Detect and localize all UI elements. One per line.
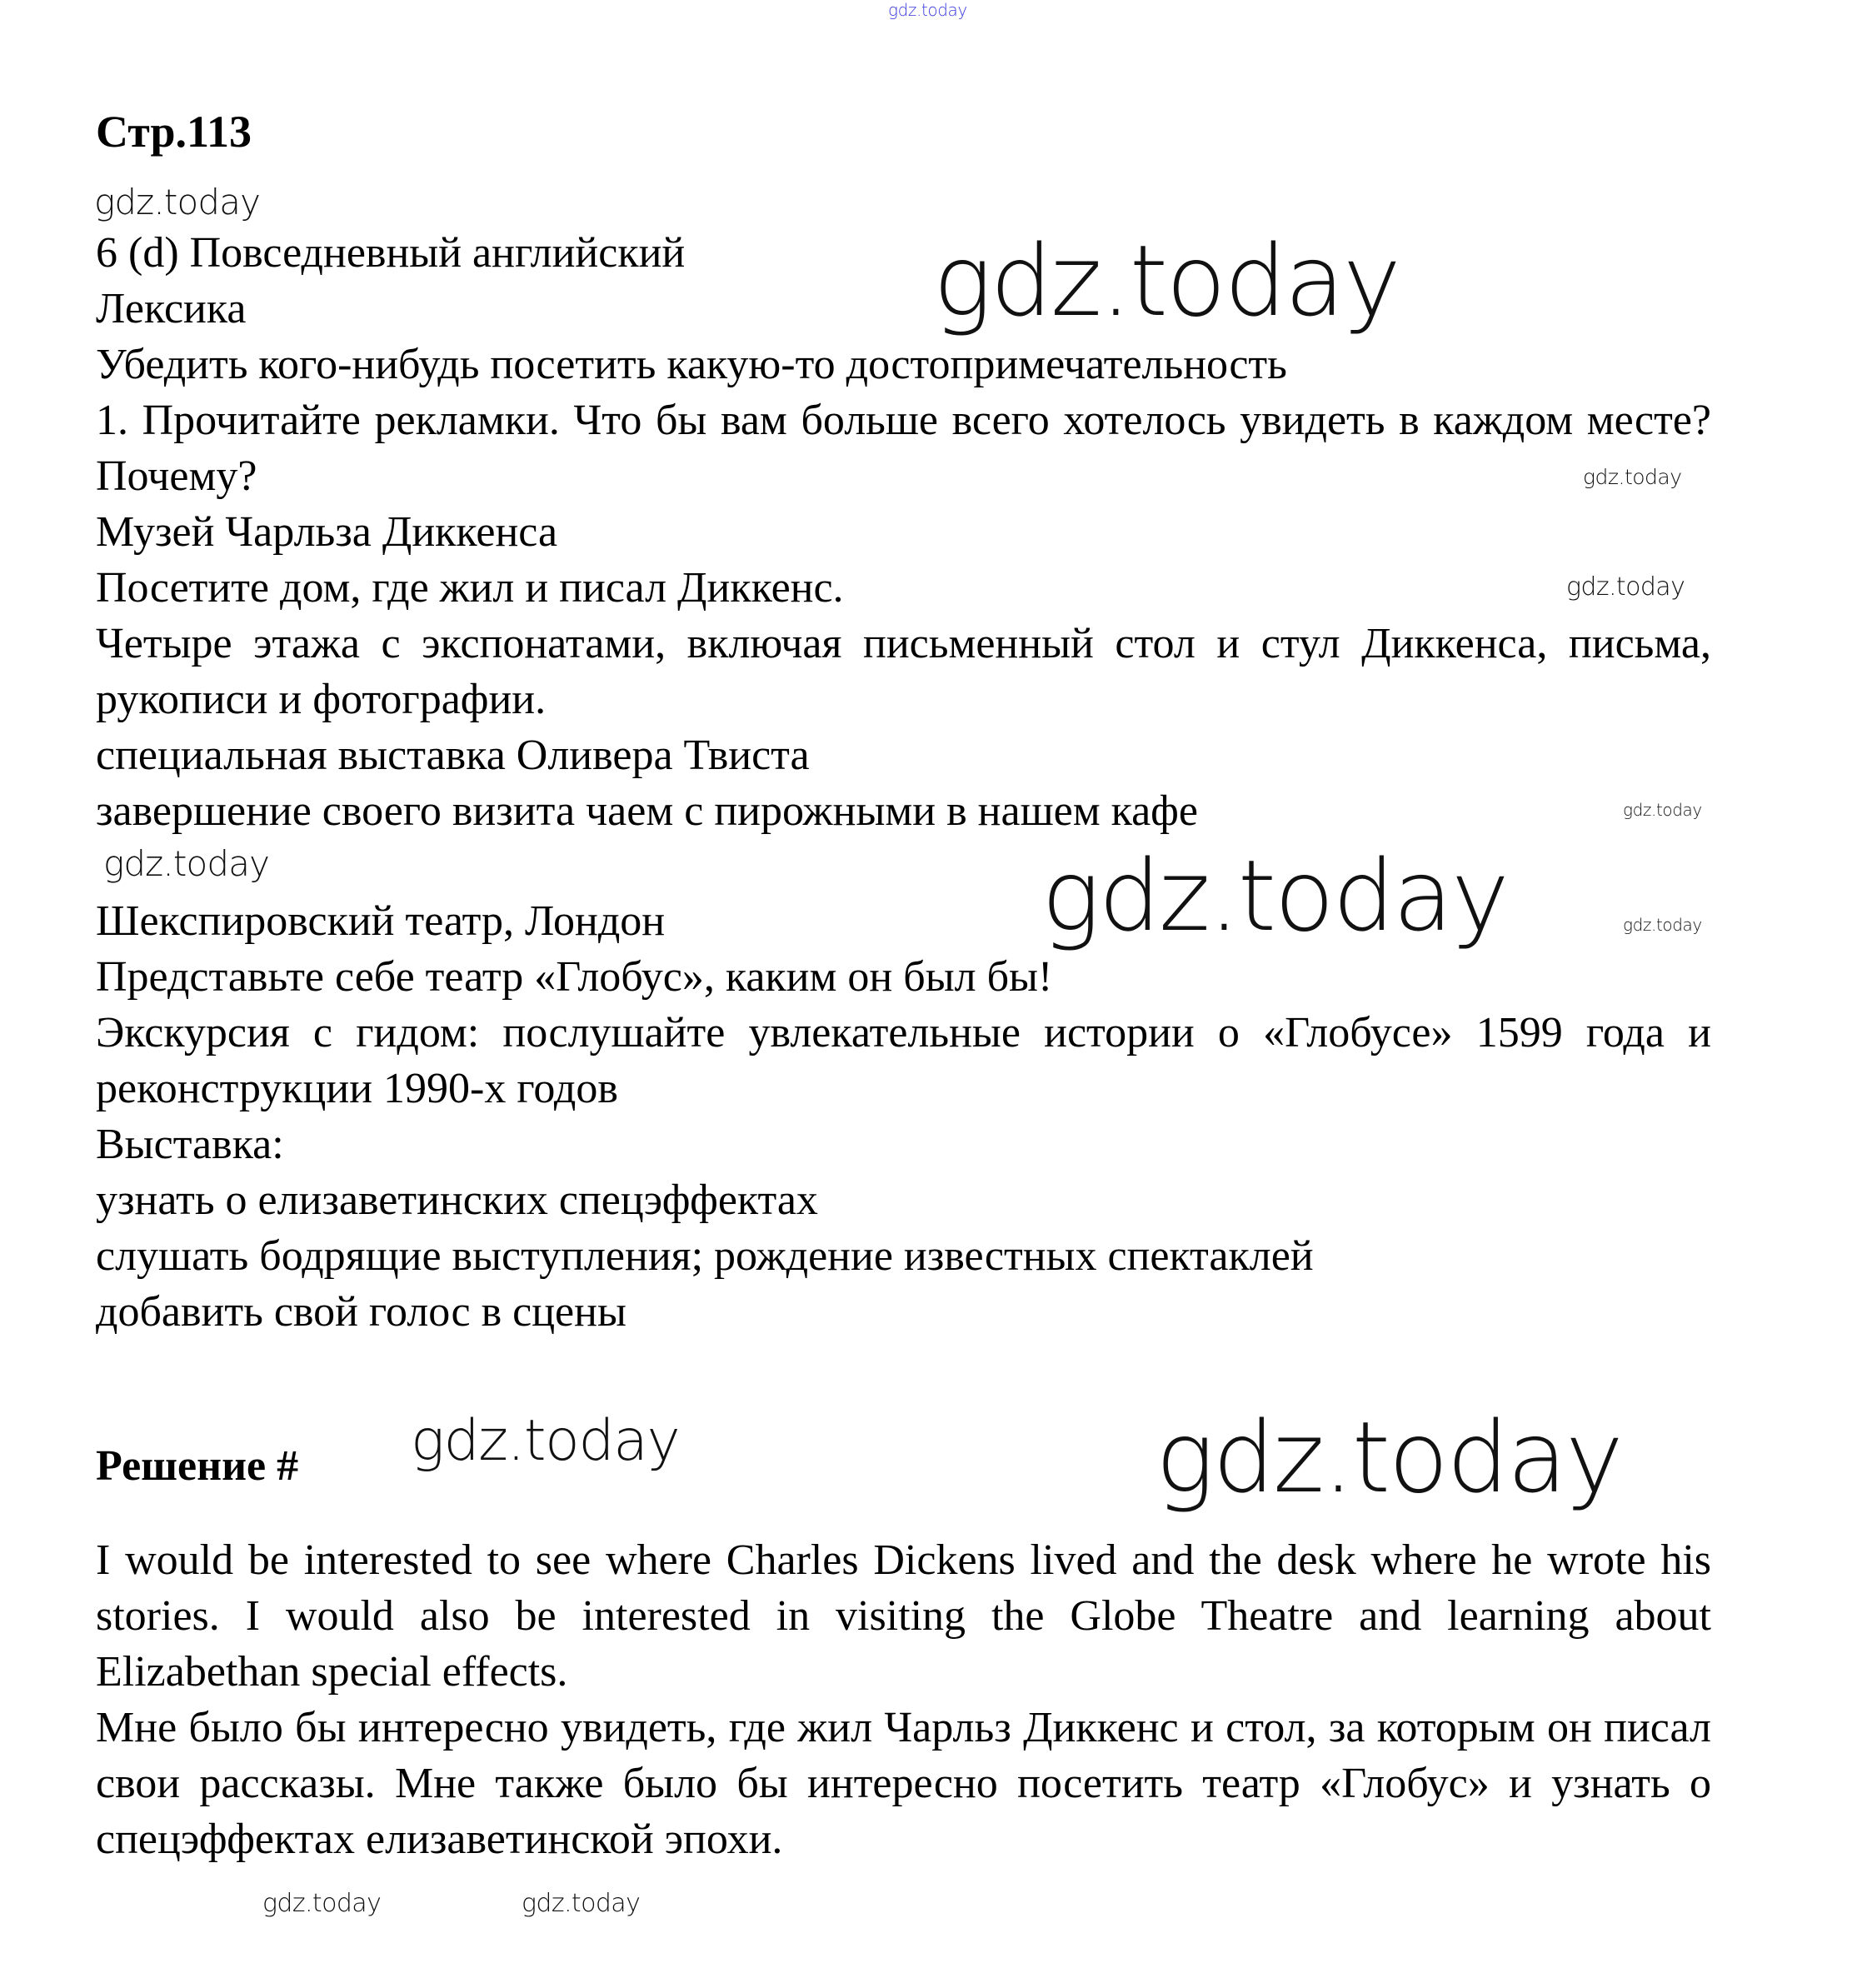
watermark: gdz.today [1623, 800, 1702, 820]
watermark: gdz.today [262, 1889, 382, 1918]
watermark: gdz.today [1583, 465, 1682, 489]
topic-line: Убедить кого-нибудь посетить какую-то достопримечательность [96, 341, 1287, 388]
watermark: gdz.today [522, 1889, 641, 1918]
watermark: gdz.today [1566, 572, 1685, 602]
watermark-large: gdz.today [1156, 1400, 1622, 1515]
watermark-large: gdz.today [1041, 838, 1508, 953]
solution-text [96, 1532, 1711, 1867]
ad-line: Выставка: [96, 1121, 284, 1168]
watermark: gdz.today [94, 182, 261, 222]
ad-line: Посетите дом, где жил и писал Диккенс. [96, 564, 844, 612]
answer-english: I would be interested to see where Charles Dickens lived and the desk where he wrote his stories. I would also be interested in visiting the Globe Theatre and learning about Elizabethan special effects. [96, 1536, 1711, 1696]
ad-line: завершение своего визита чаем с пирожными в нашем кафе [96, 787, 1198, 835]
watermark: gdz.today [1623, 915, 1702, 935]
watermark: gdz.today [411, 1408, 680, 1474]
exercise-text [96, 225, 1711, 839]
answer-russian: Мне было бы интересно увидеть, где жил Чарльз Диккенс и стол, за которым он писал свои рассказы. Мне также было бы интересно посетить театр «Глобус» и узнать о спецэффектах елизаветинской эпохи. [96, 1704, 1711, 1863]
ad-line: специальная выставка Оливера Твиста [96, 732, 810, 779]
ad-line: узнать о елизаветинских спецэффектах [96, 1176, 818, 1224]
watermark: gdz.today [103, 843, 270, 884]
ad-title-dickens: Музей Чарльза Диккенса [96, 508, 558, 556]
ad-line: добавить свой голос в сцены [96, 1288, 626, 1336]
ad-line: слушать бодрящие выступления; рождение известных спектаклей [96, 1232, 1314, 1280]
globe-ad-text [96, 893, 1711, 1340]
ad-line: Экскурсия с гидом: послушайте увлекательные истории о «Глобусе» 1599 года и реконструкции 1990-х годов [96, 1009, 1711, 1112]
task-instruction: 1. Прочитайте рекламки. Что бы вам больше всего хотелось увидеть в каждом месте? Почему? [96, 397, 1711, 500]
watermark-large: gdz.today [933, 223, 1400, 338]
exercise-heading: 6 (d) Повседневный английский [96, 229, 686, 277]
ad-line: Четыре этажа с экспонатами, включая письменный стол и стул Диккенса, письма, рукописи и фотографии. [96, 620, 1711, 723]
page-title: Стр.113 [96, 107, 252, 157]
ad-title-globe: Шекспировский театр, Лондон [96, 897, 666, 945]
watermark-top: gdz.today [888, 0, 967, 20]
solution-heading: Решение # [96, 1442, 299, 1490]
section-label: Лексика [96, 285, 247, 332]
ad-line: Представьте себе театр «Глобус», каким он был бы! [96, 953, 1053, 1001]
